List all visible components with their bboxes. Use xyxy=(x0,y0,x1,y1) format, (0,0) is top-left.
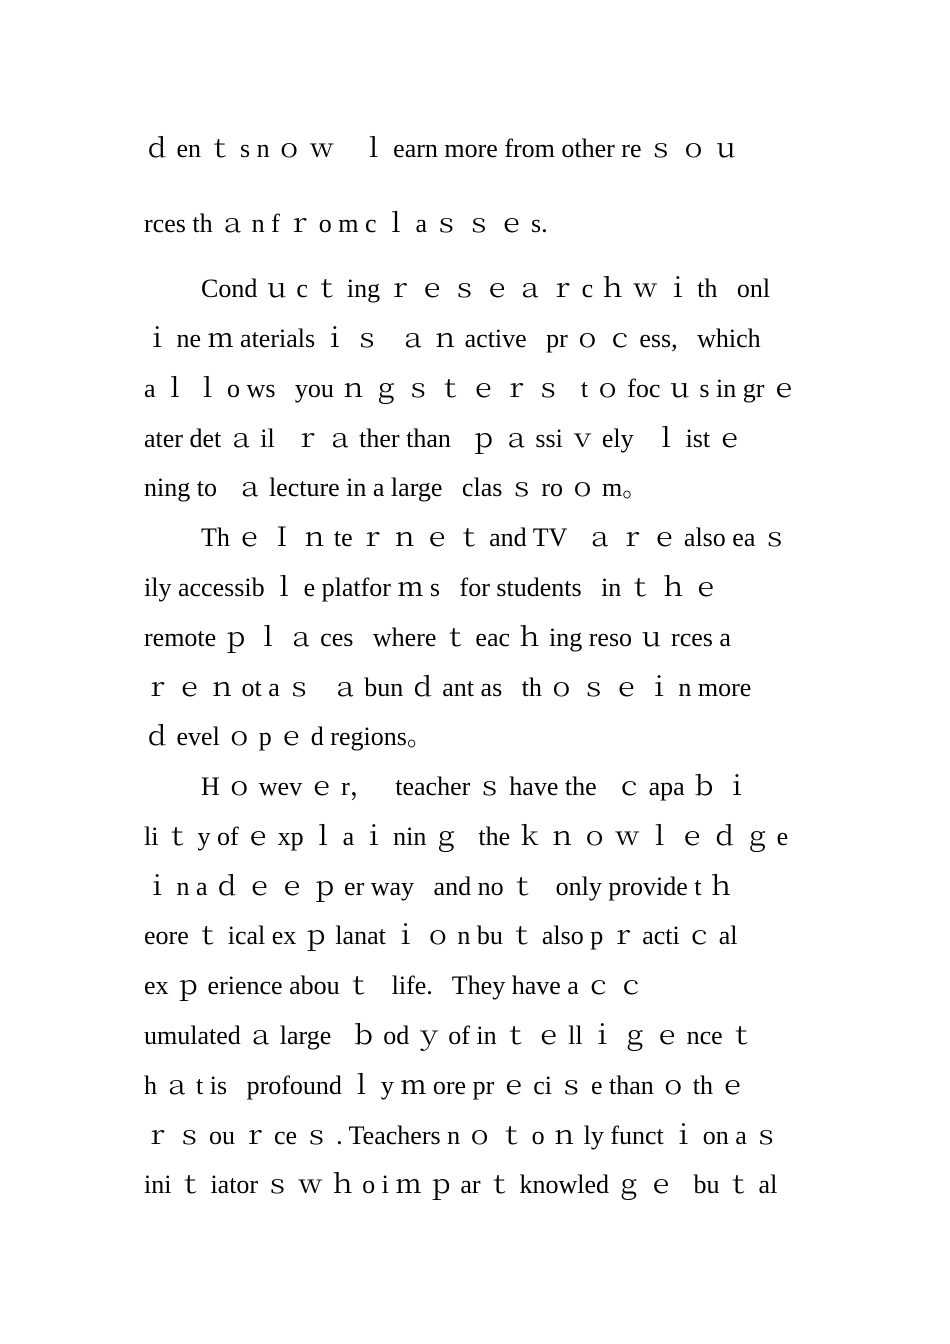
text-line-5: a ｌ ｌ o ws you ｎ ｇ ｓ ｔ ｅ ｒ ｓ t ｏ foc ｕ s in gr ｅ xyxy=(144,374,797,403)
text-line-11: ｒ ｅ ｎ ot a ｓ ａ bun ｄ ant as th ｏ ｓ ｅ ｉ n more xyxy=(144,673,752,702)
text-line-9: ily accessib ｌ e platfor ｍ s for students in ｔ ｈ ｅ xyxy=(144,573,719,602)
text-line-8: Th ｅ Ｉ ｎ te ｒ ｎ ｅ ｔ and TV ａ ｒ ｅ also ea ｓ xyxy=(201,523,788,552)
text-line-7: ning to ａ lecture in a large clas ｓ ro ｏ m。 xyxy=(144,473,649,502)
text-line-19: h ａ t is profound ｌ y ｍ ore pr ｅ ci ｓ e than ｏ th ｅ xyxy=(144,1071,746,1100)
text-line-20: ｒ ｓ ou ｒ ce ｓ . Teachers n ｏ ｔ o ｎ ly funct ｉ on a ｓ xyxy=(144,1121,780,1150)
text-line-4: ｉ ne ｍ aterials ｉ ｓ ａ ｎ active pr ｏ ｃ ess, which xyxy=(144,324,761,353)
text-line-6: ater det ａ il ｒ ａ ther than ｐ ａ ssi ｖ ely ｌ ist ｅ xyxy=(144,424,743,453)
text-line-21: ini ｔ iator ｓ ｗ ｈ o i ｍ ｐ ar ｔ knowled ｇ ｅ bu ｔ al xyxy=(144,1170,778,1199)
text-line-16: eore ｔ ical ex ｐ lanat ｉ ｏ n bu ｔ also p ｒ acti ｃ al xyxy=(144,921,738,950)
text-line-18: umulated ａ large ｂ od ｙ of in ｔ ｅ ll ｉ ｇ ｅ nce ｔ xyxy=(144,1021,756,1050)
text-line-17: ex ｐ erience abou ｔ life. They have a ｃ ｃ xyxy=(144,971,644,1000)
text-line-15: ｉ n a ｄ ｅ ｅ ｐ er way and no ｔ only provide t ｈ xyxy=(144,872,734,901)
text-line-2: rces th ａ n f ｒ o m c ｌ a ｓ ｓ ｅ s. xyxy=(144,209,548,238)
text-line-3: Cond ｕ c ｔ ing ｒ ｅ ｓ ｅ ａ ｒ c ｈ ｗ ｉ th onl xyxy=(201,274,771,303)
text-line-1: ｄ en ｔ s n ｏ ｗ ｌ earn more from other re ｓ ｏ ｕ xyxy=(144,134,739,163)
text-line-14: li ｔ y of ｅ xp ｌ a ｉ nin ｇ the ｋ ｎ ｏ ｗ ｌ ｅ ｄ ｇ e xyxy=(144,822,789,851)
text-line-12: ｄ evel ｏ p ｅ d regions。 xyxy=(144,722,433,751)
text-line-10: remote ｐ ｌ ａ ces where ｔ eac ｈ ing reso ｕ rces a xyxy=(144,623,731,652)
text-line-13: H ｏ wev ｅ r， teacher ｓ have the ｃ apa ｂ ｉ xyxy=(201,772,750,801)
